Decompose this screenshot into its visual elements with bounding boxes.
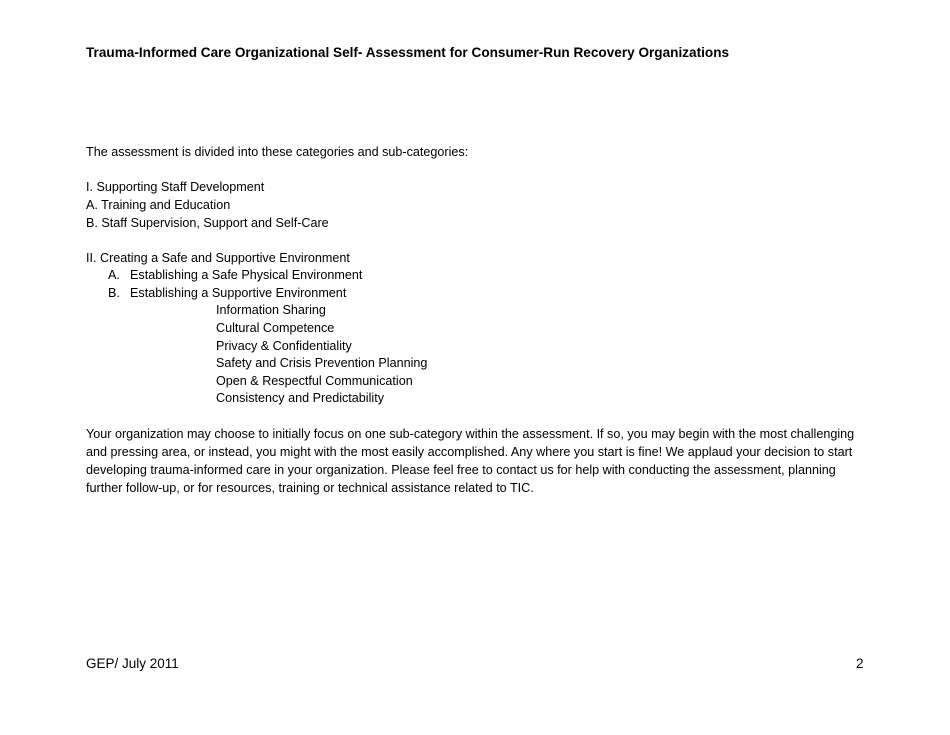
category-2-item-b: [108, 285, 346, 301]
page-number: 2: [856, 656, 864, 671]
list-item-text: Establishing a Safe Physical Environment: [130, 268, 363, 282]
subitem-cultural-competence: Cultural Competence: [216, 321, 335, 335]
subitem-consistency-predictability: Consistency and Predictability: [216, 391, 384, 405]
list-item-text: Establishing a Supportive Environment: [130, 286, 347, 300]
document-title: Trauma-Informed Care Organizational Self- Assessment for Consumer-Run Recovery Organizations: [86, 45, 730, 60]
subitem-privacy-confidentiality: Privacy & Confidentiality: [216, 339, 352, 353]
subitem-safety-crisis-planning: Safety and Crisis Prevention Planning: [216, 356, 428, 370]
subitem-information-sharing: Information Sharing: [216, 303, 326, 317]
subitem-open-respectful-communication: Open & Respectful Communication: [216, 374, 413, 388]
intro-text: The assessment is divided into these categories and sub-categories:: [86, 145, 469, 159]
list-marker: A.: [108, 268, 120, 282]
category-2-item-a: [108, 267, 362, 283]
category-1-item-a: A. Training and Education: [86, 198, 231, 212]
category-1-heading: I. Supporting Staff Development: [86, 180, 265, 194]
category-2-heading: II. Creating a Safe and Supportive Environment: [86, 251, 350, 265]
footer-date: GEP/ July 2011: [86, 656, 179, 671]
body-paragraph: Your organization may choose to initially focus on one sub-category within the assessment. If so, you may begin with the most challenging and pressing area, or instead, you might with the most easily accomplished. Any where you start is fine! We applaud your decision to start developing trauma-informed care in your organization. Please feel free to contact us for help with conducting the assessment, planning further follow-up, or for resources, training or technical assistance related to TIC.: [86, 427, 855, 495]
list-marker: B.: [108, 286, 120, 300]
category-1-item-b: B. Staff Supervision, Support and Self-Care: [86, 216, 329, 230]
